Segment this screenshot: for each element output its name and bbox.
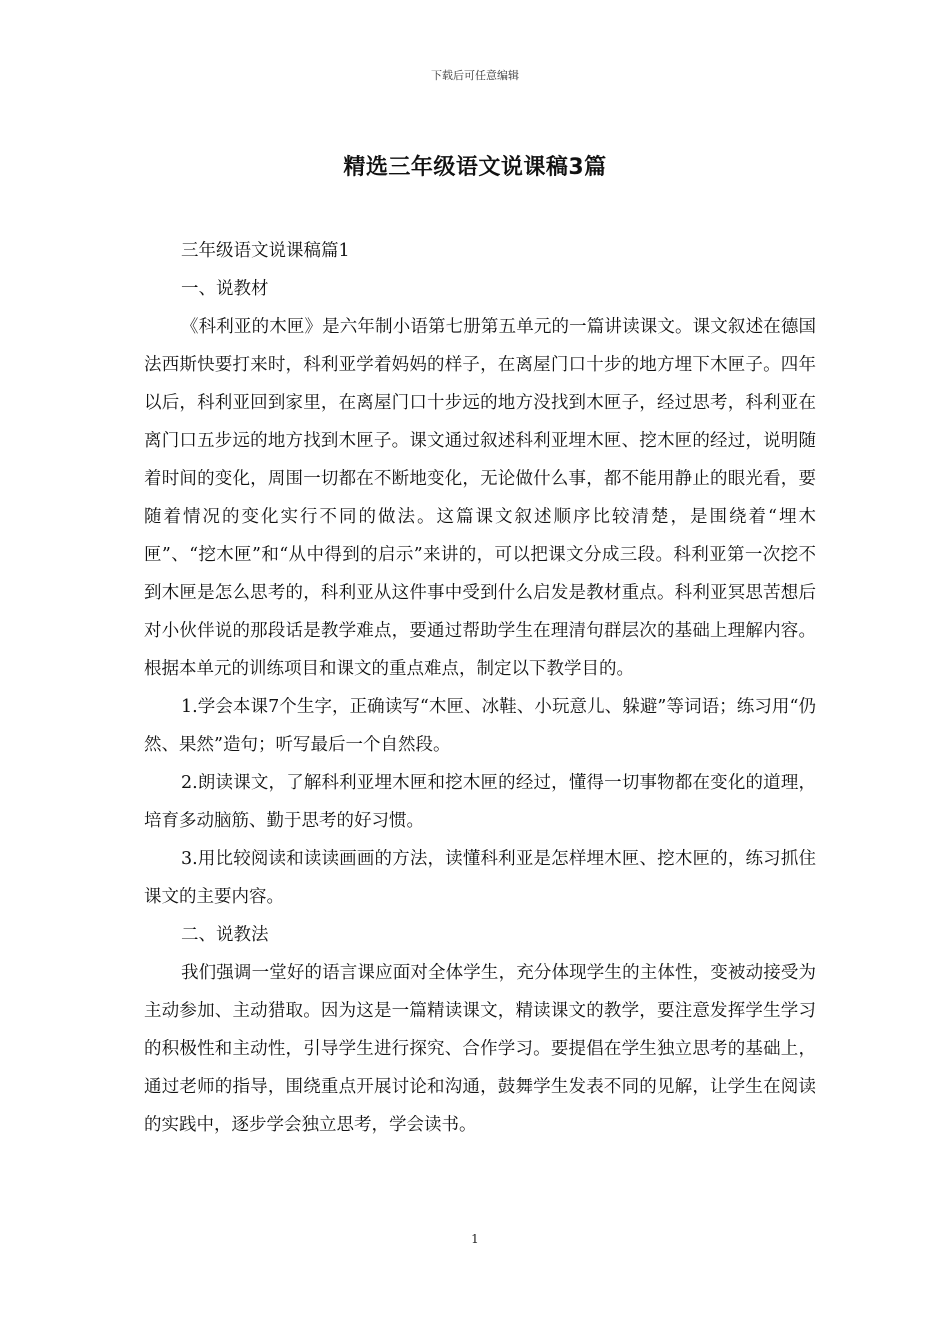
teaching-goal-1: 1.学会本课7个生字，正确读写“木匣、冰鞋、小玩意儿、躲避”等词语；练习用“仍然、果然”造句；听写最后一个自然段。 — [144, 697, 816, 755]
section-heading-method: 二、说教法 — [181, 925, 269, 945]
paragraph-textbook-description: 《科利亚的木匣》是六年制小语第七册第五单元的一篇讲读课文。课文叙述在德国法西斯快要打来时，科利亚学着妈妈的样子，在离屋门口十步的地方埋下木匣子。四年以后，科利亚回到家里，在离屋门口十步远的地方没找到木匣子，经过思考，科利亚在离门口五步远的地方找到木匣子。课文通过叙述科利亚埋木匣、挖木匣的经过，说明随着时间的变化，周围一切都在不断地变化，无论做什么事，都不能用静止的眼光看，要随着情况的变化实行不同的做法。这篇课文叙述顺序比较清楚，是围绕着“埋木匣”、“挖木匣”和“从中得到的启示”来讲的，可以把课文分成三段。科利亚第一次挖不到木匣是怎么思考的，科利亚从这件事中受到什么启发是教材重点。科利亚冥思苦想后对小伙伴说的那段话是教学难点，要通过帮助学生在理清句群层次的基础上理解内容。根据本单元的训练项目和课文的重点难点，制定以下教学目的。 — [144, 317, 816, 679]
teaching-goal-2: 2.朗读课文，了解科利亚埋木匣和挖木匣的经过，懂得一切事物都在变化的道理，培育多动脑筋、勤于思考的好习惯。 — [144, 773, 816, 831]
page-number: 1 — [471, 1232, 479, 1246]
document-title: 精选三年级语文说课稿3篇 — [343, 155, 607, 180]
section-subtitle: 三年级语文说课稿篇1 — [181, 241, 350, 261]
header-note: 下载后可任意编辑 — [431, 69, 519, 82]
paragraph-teaching-method: 我们强调一堂好的语言课应面对全体学生，充分体现学生的主体性，变被动接受为主动参加、主动猎取。因为这是一篇精读课文，精读课文的教学，要注意发挥学生学习的积极性和主动性，引导学生进行探究、合作学习。要提倡在学生独立思考的基础上，通过老师的指导，围绕重点开展讨论和沟通，鼓舞学生发表不同的见解，让学生在阅读的实践中，逐步学会独立思考，学会读书。 — [144, 963, 816, 1135]
section-heading-textbook: 一、说教材 — [181, 279, 269, 299]
teaching-goal-3: 3.用比较阅读和读读画画的方法，读懂科利亚是怎样埋木匣、挖木匣的，练习抓住课文的主要内容。 — [144, 849, 816, 907]
document-body — [144, 232, 816, 1144]
